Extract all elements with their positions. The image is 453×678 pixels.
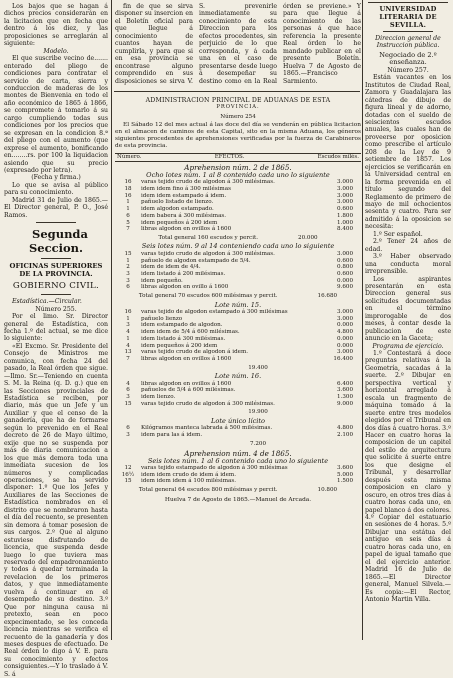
row-value: 0.000: [336, 277, 353, 284]
lot-subtitle: Ocho lotes núm. 1 al 8 contenido cada uno lo siguiente: [146, 170, 330, 179]
row-description: libras algodon en ovillos á 1600: [141, 380, 232, 387]
row-description: libras algodon en ovillo á 1600: [141, 284, 229, 291]
row-quantity: 18: [124, 186, 132, 193]
lot-title: Aprehension núm. 2 de 1865.: [184, 163, 292, 173]
row-description: idem pequeño.: [141, 277, 183, 284]
negociado-heading: Negociado de 2.º enseñanza.: [379, 50, 437, 67]
row-value: 0.000: [336, 335, 353, 342]
lot-subtitle: Lote núm. 16.: [214, 372, 262, 381]
row-quantity: 1: [126, 315, 130, 322]
row-quantity: 1: [126, 257, 130, 264]
lot-subtitle: Lote núm. 15.: [214, 300, 262, 309]
row-description: varas tejido crudo de algodon á 300 milésimas.: [141, 250, 275, 257]
row-quantity: 5: [126, 219, 130, 226]
row-quantity: 3: [126, 270, 130, 277]
row-quantity: 6: [126, 387, 130, 394]
row-value: 1.500: [336, 478, 353, 485]
row-description: libras algodon en ovillos á 1600: [141, 355, 232, 362]
row-value: 5.000: [336, 471, 353, 478]
row-description: libras algodon en ovillos á 1600: [141, 226, 232, 233]
divider: [114, 91, 360, 92]
row-description: idem idem fino á 300 milésimas: [141, 186, 231, 193]
row-value: 3.000: [336, 349, 353, 356]
subheading-programa: Programa de ejercicio.: [372, 342, 444, 350]
column-left: [4, 3, 108, 678]
row-quantity: 3: [126, 393, 130, 400]
table-row: [115, 401, 361, 408]
lot-subtitle: Lote único lícito: [211, 416, 265, 425]
table-row: [115, 316, 361, 323]
row-value: 6.400: [336, 380, 353, 387]
row-description: varas tejido estampado de algodon á 300 milésimas: [141, 465, 288, 472]
divider: [368, 2, 448, 3]
row-value: 4.800: [336, 329, 353, 336]
col-header: EFECTOS.: [214, 153, 245, 160]
row-quantity: 6: [126, 425, 130, 432]
row-description: varas tejido crudo de algodon á idem.: [141, 349, 249, 356]
table-row: [115, 186, 361, 193]
row-description: idem pequeños á 200 idem: [141, 342, 218, 349]
row-quantity: 7: [126, 355, 130, 362]
paragraph: Los bajos que se hagan á dichos precios considerarán en la licitacion que en fecha que dentro á los diez, y las proposiciones se arreglarán al siguiente:: [4, 3, 108, 48]
row-quantity: 4: [126, 329, 130, 336]
row-value: 0.600: [336, 257, 353, 264]
customs-notice: [115, 93, 361, 504]
total-value: 19.400: [248, 364, 268, 371]
row-description: pañuelos de 5/4 á 600 milésimas.: [141, 387, 236, 394]
table-row: [115, 394, 361, 401]
paragraph: fin de que se sirva disponer su insercion en el Boletín oficial para que llegue á conocimiento de cuantos hayan de cumplirla, y para que si en esa provincia se encontrase alguno comprendido en sus disposiciones se sirva V. S. prevenirle inmediatamente su conocimiento de esta Direccion para los efectos procedentes, sin perjuicio de lo que corresponda, y á cada una en el caso de presentarse desde luego á desempeñar su destino como en la Real órden se previene.» Y para que llegue á conocimiento de las personas á que hace referencia la presente Real órden lo he mandado publicar en el presente Boletín. Huelva 7 de Agosto de 1865.—Francisco Sarmiento.: [115, 3, 361, 85]
continued-text: [115, 3, 361, 89]
lot-total: [115, 293, 361, 300]
table-row: [115, 349, 361, 356]
row-description: idem babera á 300 milésimas.: [141, 212, 227, 219]
row-value: 0.800: [336, 264, 353, 271]
table-row: [115, 425, 361, 432]
table-row: [115, 432, 361, 439]
table-row: [115, 264, 361, 271]
row-value: 3.600: [336, 465, 353, 472]
row-quantity: 1: [126, 335, 130, 342]
row-value: 3.000: [336, 199, 353, 206]
row-quantity: 1: [126, 206, 130, 213]
row-quantity: 13: [124, 349, 132, 356]
row-value: 16.400: [333, 355, 353, 362]
table-row: [115, 356, 361, 363]
table-row: [115, 206, 361, 213]
column-rule: [362, 0, 363, 640]
row-value: 4.800: [336, 425, 353, 432]
row-value: 2.100: [336, 431, 353, 438]
row-description: idem lienzo.: [141, 393, 176, 400]
requirement: 1.º Ser español.: [373, 230, 423, 238]
lot-total: [115, 441, 361, 448]
row-quantity: 2: [126, 264, 130, 271]
table-row: [115, 271, 361, 278]
row-description: idem algodon estampado.: [141, 206, 214, 213]
table-row: [115, 465, 361, 472]
lot-subtitle: Seis lotes núm. 9 al 14 conteniendo cada uno lo siguiente: [141, 242, 335, 251]
row-quantity: 6: [126, 212, 130, 219]
notice-footer: Huelva 7 de Agosto de 1865.—Manuel de Arcada.: [164, 496, 312, 503]
direction-heading: Direccion general de Instruccion pública.: [375, 35, 441, 50]
row-description: pañuelo de algodon estampado de 5/4.: [141, 257, 251, 264]
row-value: 3.000: [336, 179, 353, 186]
row-value: 9.600: [336, 284, 353, 291]
total-label: Total general 160 escudos y percit.: [158, 234, 259, 241]
total-value: 19.900: [248, 409, 268, 416]
row-description: idem estampado de algodon.: [141, 322, 223, 329]
subheading-modelo: Modelo.: [43, 47, 69, 55]
table-row: [115, 258, 361, 265]
row-quantity: 3: [126, 322, 130, 329]
row-quantity: 4: [126, 380, 130, 387]
row-description: idem listado á 300 milésimas.: [141, 335, 226, 342]
university-heading: UNIVERSIDAD LITERARIA DE SEVILLA.: [379, 5, 437, 29]
total-label: Total general 64 escudos 800 milésimas y percit.: [138, 487, 278, 494]
number-label: Número 257.: [387, 66, 429, 74]
total-value: 7.200: [249, 440, 266, 447]
section-heading: Segunda Seccion.: [28, 227, 88, 256]
subheading-estadistica: Estadística.—Circular.: [12, 298, 82, 306]
row-quantity: 16: [124, 179, 132, 186]
row-description: varas tejido crudo de algodon á 300 milésimas.: [141, 400, 275, 407]
table-row: [115, 336, 361, 343]
row-description: varas tejido crudo de algodon á 300 milésimas.: [141, 179, 275, 186]
row-description: idem de idem de 4/4.: [141, 264, 201, 271]
paragraph: Lo que se avisa al público para su conocimiento.: [4, 181, 108, 197]
row-quantity: 15: [124, 478, 132, 485]
date-signature-line: (Fecha y firma.): [31, 174, 81, 182]
table-row: [115, 284, 361, 291]
row-value: 1.800: [336, 212, 353, 219]
table-row: [115, 478, 361, 485]
total-label: Total general 70 escudos 600 milésimas y percit.: [138, 293, 278, 300]
row-description: Kilógramos manteca labrada á 500 milésimas.: [141, 425, 273, 432]
row-description: idem pequeños á 200 idem: [141, 219, 218, 226]
lots-list: [115, 164, 361, 494]
column-right: [365, 2, 451, 638]
row-description: pañuelo lienzo: [141, 315, 183, 322]
divider: [41, 258, 71, 259]
paragraph: Por el limo. Sr. Director general de Estadística, con fecha 1.º del actual, se me dice lo siguiente:: [4, 313, 108, 343]
table-row: [115, 226, 361, 233]
lot-total: [115, 235, 361, 242]
lot-total: [115, 409, 361, 416]
offices-heading: OFICINAS SUPERIORES DE LA PROVINCIA.: [9, 262, 103, 279]
paragraph: 1.º Contestará á doce preguntas relativas á la Geometría, sacadas á la suerte. 2.º Dibujar en perspectiva vertical y horizontal arreglado á escala un fragmento de máquina tomado á la suerte entre tres modelos elegidos por el Tribunal en dos días á cuatro horas. 3.º Hacer en cuatro horas la composicion de un capitel del estilo de arquitectura que solicite á suerte entre los que designe el Tribunal, y desarrollar después esta misma composicion en claro y oscuro, en otros tres días á cuatro horas cada uno, en papel blanco á dos colores. 4.º Copiar del estatuario en sesiones de 4 horas. 5.º Dibujar una estátua del antiguo en seis días á cuatro horas cada uno, en papel de igual tamaño que el del ejercicio anterior. Madrid 16 de Julio de 1865.—El Director general, Manuel Silvela.—Es copia:—El Rector, Antonio Martin Villa.: [365, 350, 451, 603]
row-quantity: 4: [126, 342, 130, 349]
col-header: Escudos milés.: [317, 153, 359, 160]
row-value: 3.000: [336, 186, 353, 193]
row-value: 1.300: [336, 393, 353, 400]
table-row: [115, 199, 361, 206]
row-description: idem idem estampado á idem.: [141, 192, 227, 199]
row-value: 3.000: [336, 250, 353, 257]
signature: Madrid 31 de Julio de 1865.— El Director general, P. O., José Ramos.: [4, 196, 108, 219]
row-value: 1.000: [336, 219, 353, 226]
divider: [383, 31, 433, 32]
row-value: 0.000: [336, 342, 353, 349]
paragraph: «El Excmo. Sr. Presidente del Consejo de Ministros me comunica, con fecha 24 del pasado, la Real órden que sigue.—Ilmo. Sr.—Teniendo en cuenta S. M. la Reina (q. D. g.) que en las Secciones provinciales de Estadística se reciben, por diario, más que un Jefe y un Auxiliar y que el censo de la ganadería, que ha de formarse según lo prevenido en el Real decreto de 26 de Mayo último, exije que no se suspenda por más de diaria comunicacion a los que más demora toda una inmediata sucesion de los números y complicadas operaciones, se ha servido disponer: 1.º Que los Jefes y Auxiliares de las Secciones de Estadística nombrados en el distrito que se nombraron hasta el día del recuento, se presenten sin demora á tomar posesion de sus cargos. 2.º Que al alguno estuviese disfrutando de licencia, que suspenda desde luego lo que tuviera mas reservado del empadronamiento y todos á quedar terminada la revelacion de los primeros datos, y que inmediatamente vuelva á continuar en el desempeño de su destino. 3.º Que por ninguna causa ni pretexto, sean en poco expecimentado, se les conceda licencia mientras se verifica el recuento de la ganadería y dos meses despues de efectuado. De Real órden lo digo á V. E. para su conocimiento y efectos consiguientes.—Y lo traslado á V. S. á: [4, 342, 108, 678]
row-description: idem idem idem á 100 milésimas.: [141, 478, 236, 485]
number-label: Número 254: [220, 113, 256, 120]
lot-subtitle: Seis lotes núm. 1 al 6 contenido cada uno lo siguiente: [147, 456, 329, 465]
requirement: 2.º Tener 24 años de edad.: [365, 238, 451, 253]
row-value: 8.400: [336, 226, 353, 233]
row-value: 3.000: [336, 315, 353, 322]
row-value: 0.000: [336, 322, 353, 329]
table-row: [115, 387, 361, 394]
notice-title: ADMINISTRACION PRINCIPAL DE ADUANAS DE ESTA: [145, 97, 331, 104]
paragraph: Los aspirantes presentarán en esta Direccion general sus solicitudes documentadas en el término improrogable de dos meses, á contar desde la publicacion de este anuncio en la Gaceta;: [365, 275, 451, 343]
row-quantity: 6: [126, 284, 130, 291]
row-quantity: 3: [126, 431, 130, 438]
row-value: 9.000: [336, 400, 353, 407]
row-value: 0.600: [336, 270, 353, 277]
row-quantity: 1: [126, 199, 130, 206]
total-value: 10.800: [317, 487, 338, 494]
notice-intro: El Sábado 12 del mes actual á las doce del día se venderán en pública licitacion en el almacen de caminos de esta Capital, sito en la misma Aduana, los géneros siguientes procedentes de aprehensiones verificadas por la fuerza de Carabineros de esta provincia.: [115, 122, 361, 150]
row-quantity: 3: [126, 277, 130, 284]
row-description: idem idem crudo de idem á idem.: [141, 471, 236, 478]
lot-total: [115, 487, 361, 494]
row-quantity: 16: [124, 309, 132, 315]
table-header: [115, 153, 361, 162]
total-value: 20.000: [298, 234, 318, 241]
requirement: 3.º Haber observado una conducta moral irreprensible.: [365, 253, 451, 276]
total-value: 16.680: [317, 293, 338, 300]
row-description: idem idem de 5/4 á 600 milésimas.: [141, 329, 240, 336]
row-quantity: 16½: [121, 471, 135, 478]
row-quantity: 7: [126, 226, 130, 233]
row-quantity: 15: [124, 250, 132, 257]
number-label: Número 255.: [35, 305, 77, 313]
row-quantity: 15: [124, 400, 132, 407]
lot-title: Aprehension núm. 4 de 1865.: [184, 449, 292, 459]
col-header: Número.: [117, 153, 142, 160]
row-description: idem listado á 200 milésimas.: [141, 270, 226, 277]
paragraph: Están vacantes en los Institutos de Ciudad Real, Zamora y Guadalajara las cátedras de dibujo de figura lineal y de adorno, dotadas con el sueldo de seiscientos escudos anuales, las cuales han de proveerse por oposicion como prescribe el artículo 208 de la Ley de 9 setiembre de 1857. Los ejercicios se verificarán en la Universidad central en la forma prevenida en el título segundo del Reglamento de primero de mayo de mil ochocientos sesenta y cuatro. Para ser admitido á la oposicion se necesita:: [365, 74, 451, 231]
paragraph: El que suscribe vecino de....... enterado del pliego de condiciones para contratar el servicio de carta, sierra y conduccion de maderas de los montes de Bienvenia en todo el año económico de 1865 á 1866, se compromete á tomarlo á su cargo cumpliendo todas sus condiciones por los precios que se expresan en la condicion 8.ª del pliego con el aumento (que exprese el aumento, bonificando en........rs. por 100 la liquidacion asiendo que su precio (expresado por letra).: [4, 55, 108, 174]
row-description: varas tejido de algodon estampado á 300 milésimas: [141, 309, 288, 315]
lot-total: [115, 365, 361, 372]
row-description: idem para las á idem.: [141, 431, 203, 438]
notice-province: PROVINCIA.: [216, 104, 260, 111]
divider: [41, 294, 71, 295]
row-value: 3.600: [336, 387, 353, 394]
table-row: [115, 251, 361, 258]
row-value: 0.600: [336, 206, 353, 213]
row-value: 3.000: [336, 309, 353, 315]
column-rule: [111, 0, 112, 640]
table-row: [115, 309, 361, 316]
table-row: [115, 329, 361, 336]
row-quantity: 12: [124, 465, 132, 472]
divider: [36, 222, 76, 223]
row-description: pañuelo listado de lienzo.: [141, 199, 214, 206]
row-value: 3.000: [336, 192, 353, 199]
gobierno-heading: GOBIERNO CIVIL.: [12, 281, 100, 292]
table-row: [115, 213, 361, 220]
row-quantity: 16: [124, 192, 132, 199]
